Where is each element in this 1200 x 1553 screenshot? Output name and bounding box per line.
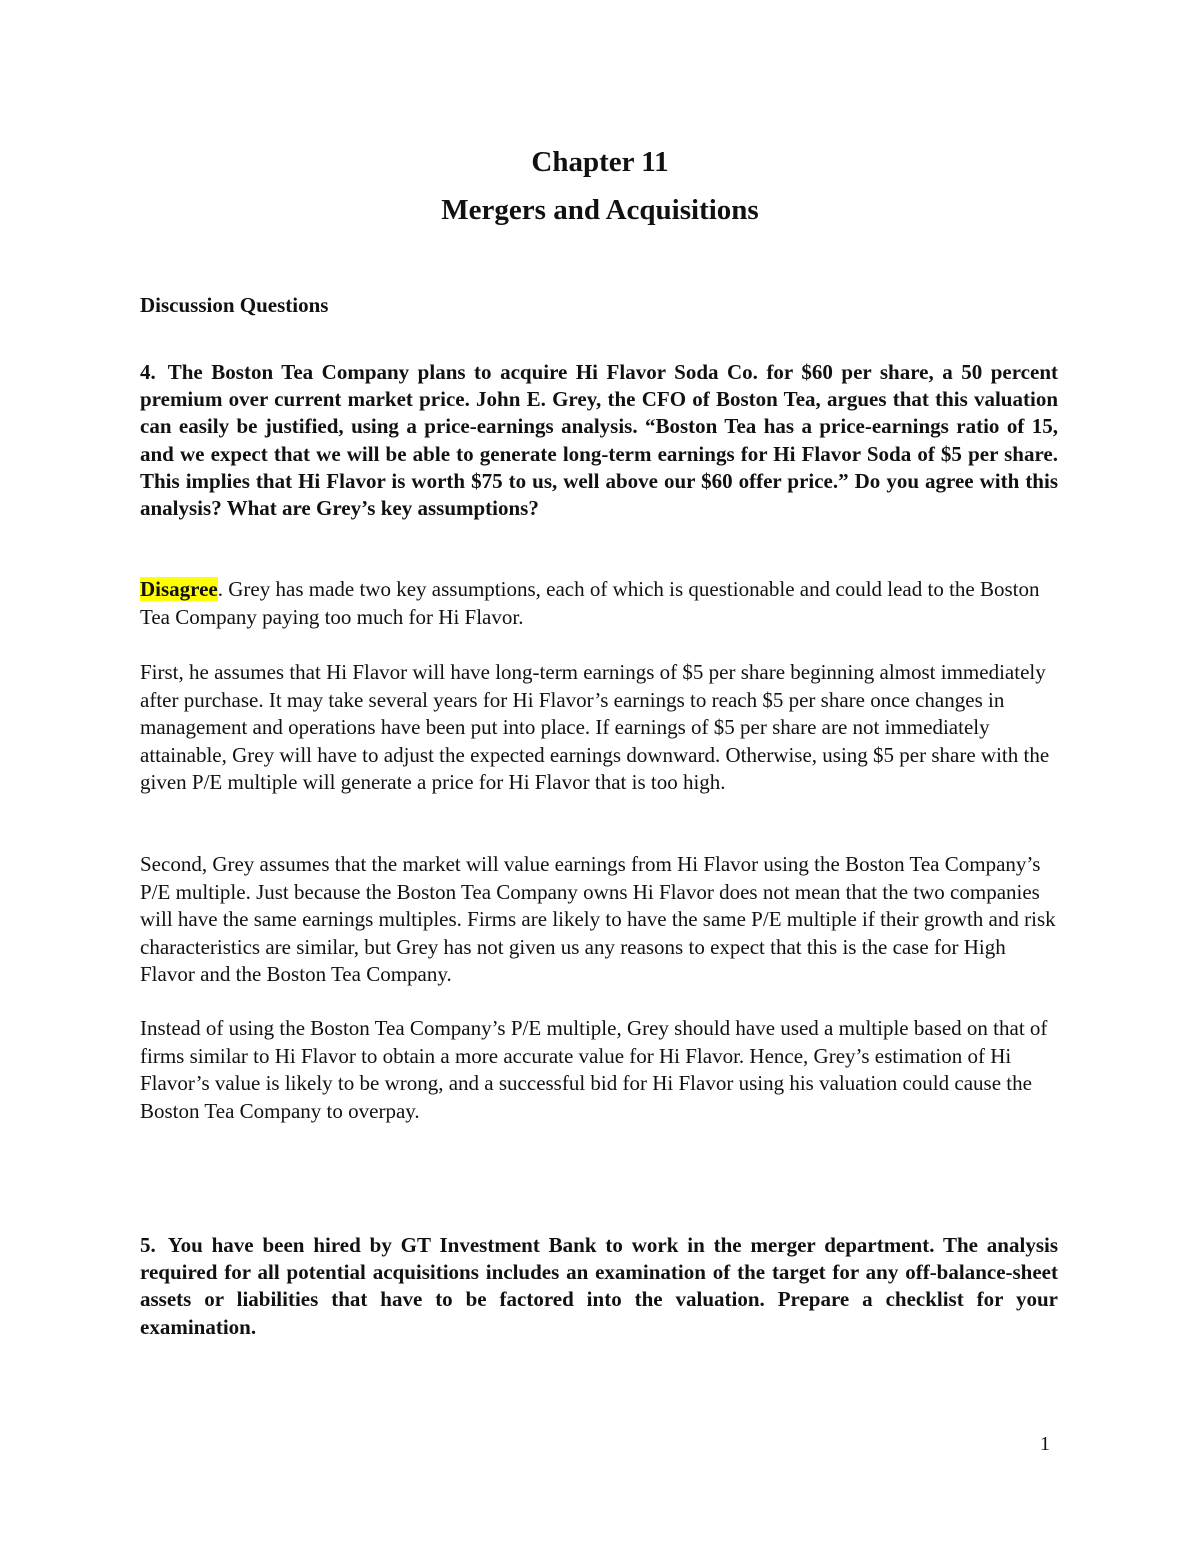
page-number: 1 — [1040, 1433, 1050, 1455]
answer-4-paragraph-1 — [140, 576, 1060, 631]
question-5-number: 5. — [140, 1233, 156, 1257]
question-4-text: The Boston Tea Company plans to acquire Hi Flavor Soda Co. for $60 per share, a 50 percent premium over current market price. John E. Grey, the CFO of Boston Tea, argues that this valuation can easily be justified, using a price-earnings analysis. “Boston Tea has a price-earnings ratio of 15, and we expect that we will be able to generate long-term earnings for Hi Flavor Soda of $5 per share. This implies that Hi Flavor is worth $75 to us, well above our $60 offer price.” Do you agree with this analysis? What are Grey’s key assumptions? — [140, 360, 1058, 521]
question-5 — [140, 1232, 1058, 1341]
answer-4-paragraph-2: First, he assumes that Hi Flavor will have long-term earnings of $5 per share beginning almost immediately after purchase. It may take several years for Hi Flavor’s earnings to reach $5 per share once changes in management and operations have been put into place. If earnings of $5 per share are not immediately attainable, Grey will have to adjust the expected earnings downward. Otherwise, using $5 per share with the given P/E multiple will generate a price for Hi Flavor that is too high. — [140, 660, 1050, 794]
answer-4-paragraph-4: Instead of using the Boston Tea Company’s P/E multiple, Grey should have used a multiple based on that of firms similar to Hi Flavor to obtain a more accurate value for Hi Flavor. Hence, Grey’s estimation of Hi Flavor’s value is likely to be wrong, and a successful bid for Hi Flavor using his valuation could cause the Boston Tea Company to overpay. — [140, 1016, 1048, 1123]
answer-4-paragraph-3: Second, Grey assumes that the market will value earnings from Hi Flavor using the Boston Tea Company’s P/E multiple. Just because the Boston Tea Company owns Hi Flavor does not mean that the two companies will have the same earnings multiples. Firms are likely to have the same P/E multiple if their growth and risk characteristics are similar, but Grey has not given us any reasons to expect that this is the case for High Flavor and the Boston Tea Company. — [140, 852, 1056, 986]
question-4-number: 4. — [140, 360, 156, 384]
question-5-text: You have been hired by GT Investment Bank to work in the merger department. The analysis required for all potential acquisitions includes an examination of the target for any off-balance-sheet assets or liabilities that have to be factored into the valuation. Prepare a checklist for your examination. — [140, 1233, 1058, 1339]
disagree-highlight: Disagree — [140, 577, 218, 601]
chapter-subtitle: Mergers and Acquisitions — [441, 194, 759, 226]
question-4 — [140, 359, 1058, 522]
answer-4-paragraph-1-text: . Grey has made two key assumptions, each of which is questionable and could lead to the Boston Tea Company paying too much for Hi Flavor. — [140, 577, 1040, 629]
section-heading: Discussion Questions — [140, 293, 329, 317]
chapter-title: Chapter 11 — [531, 146, 669, 178]
